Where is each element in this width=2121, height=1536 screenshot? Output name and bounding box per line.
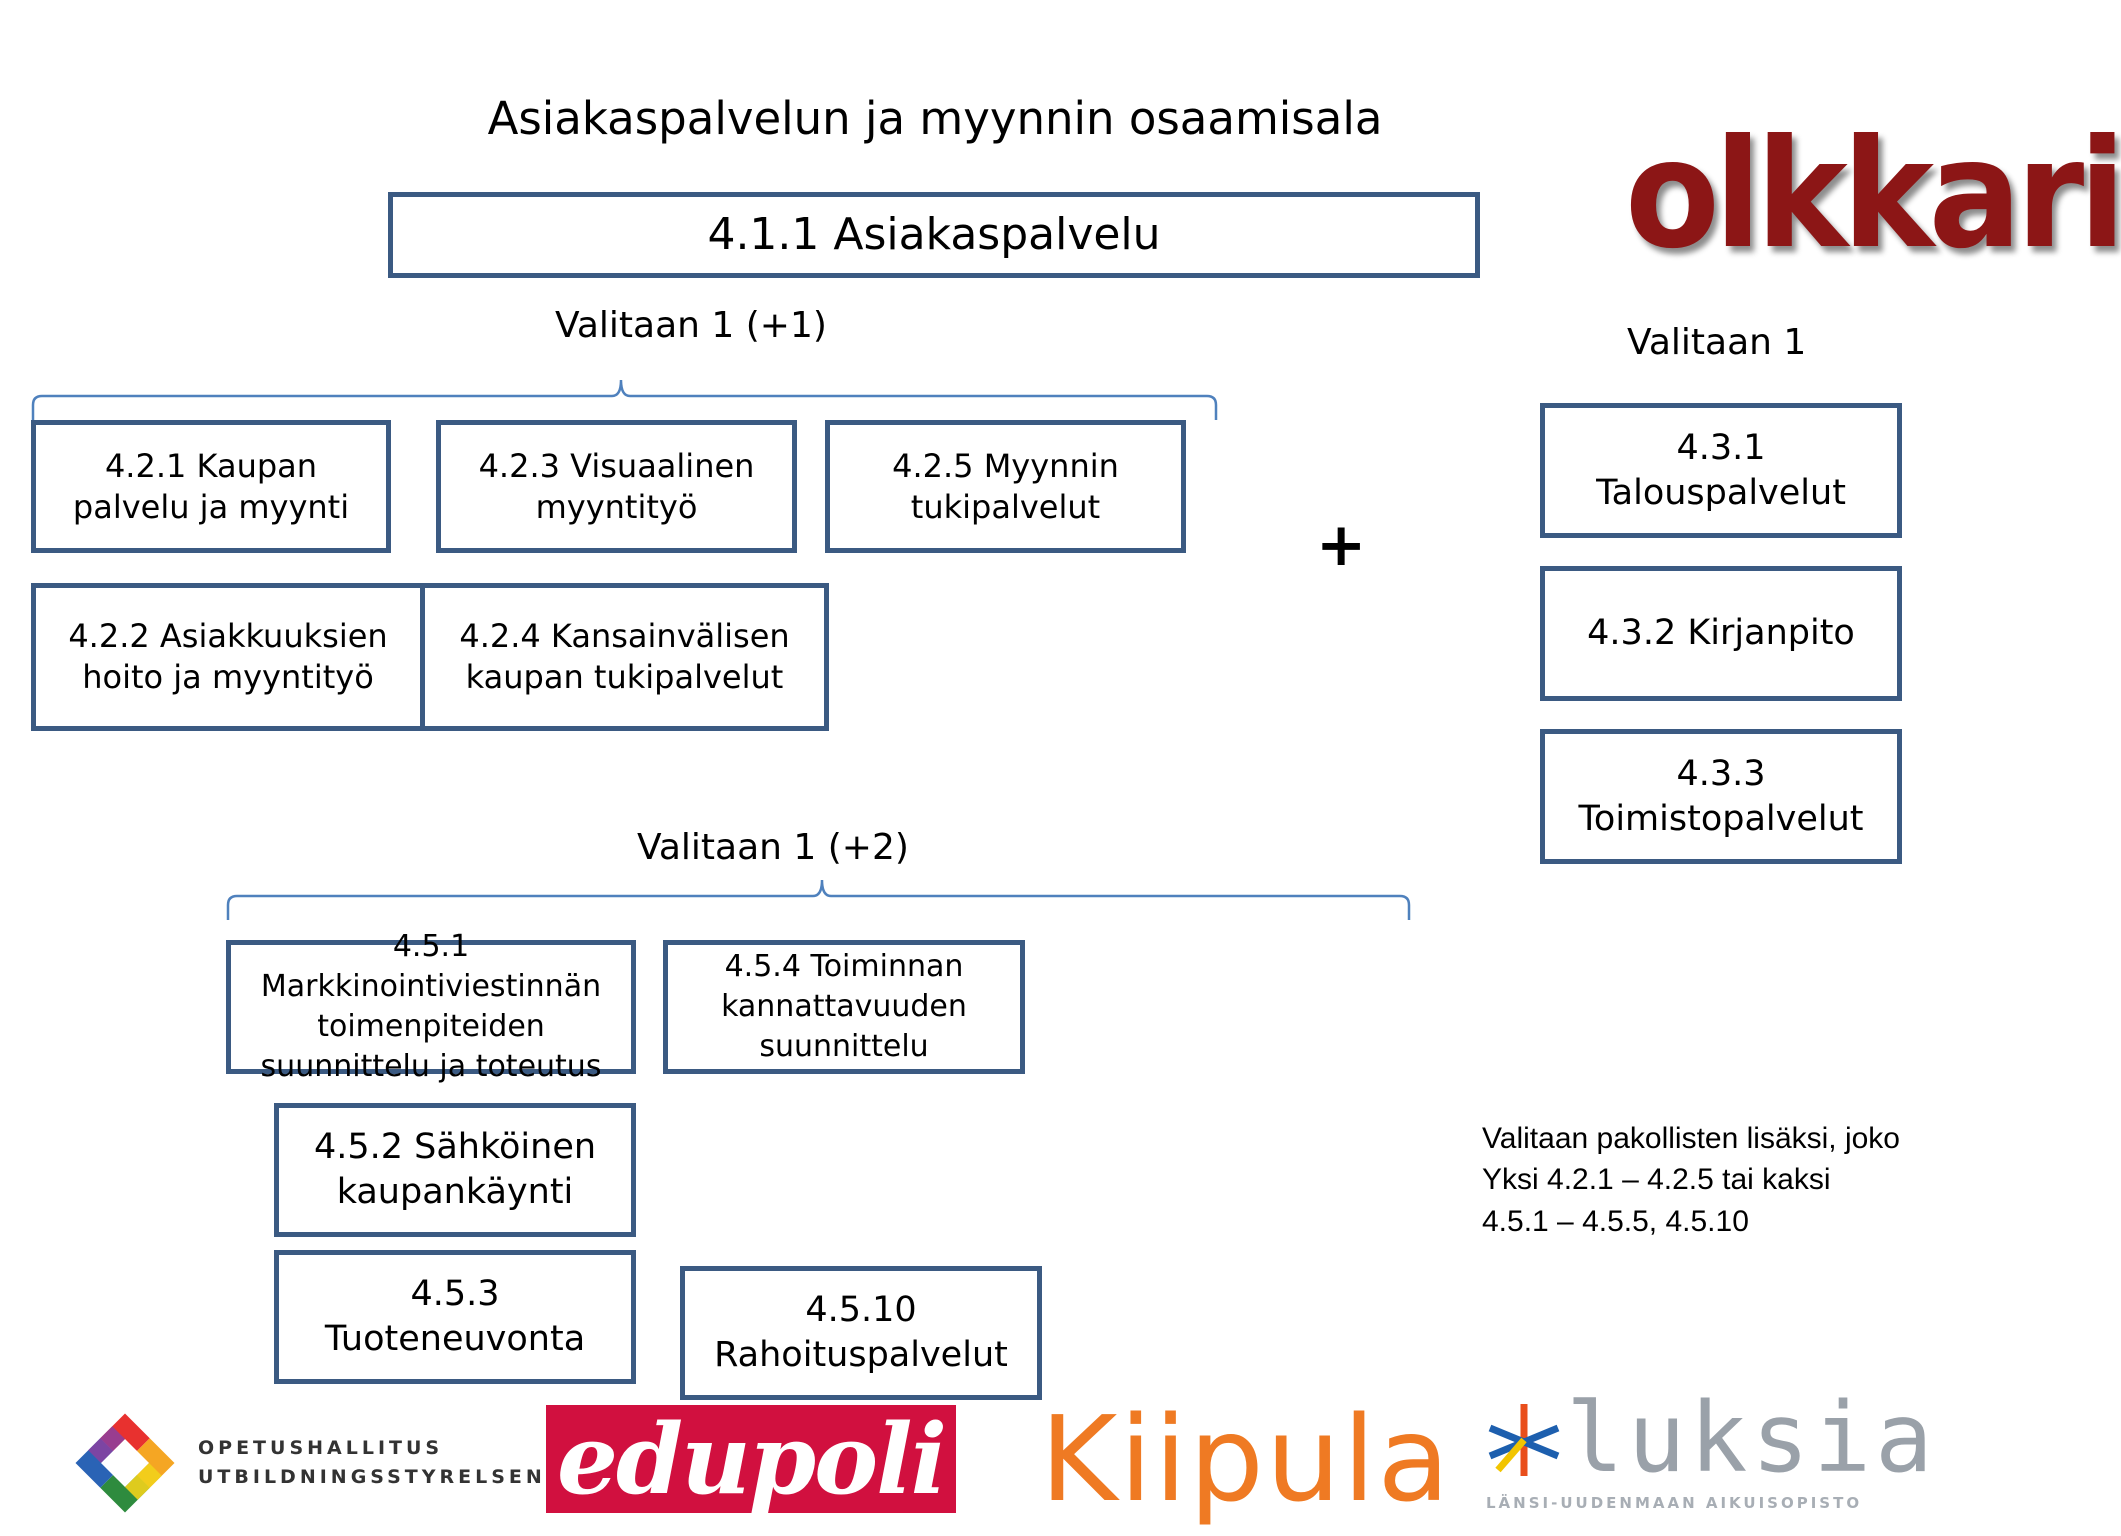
opetushallitus-line-2: UTBILDNINGSSTYRELSEN [198, 1466, 546, 1489]
box-4-5-3 [274, 1250, 636, 1384]
luksia-subtitle: LÄNSI-UUDENMAAN AIKUISOPISTO [1486, 1494, 1863, 1512]
box-label: 4.5.10 Rahoituspalvelut [714, 1290, 1008, 1375]
box-4-5-1 [226, 929, 636, 1084]
box-4-5-10 [680, 1266, 1042, 1400]
box-4-3-2 [1540, 566, 1902, 701]
opetushallitus-line-1: OPETUSHALLITUS [198, 1437, 444, 1459]
plus-sign: + [1316, 510, 1367, 580]
edupoli-logo [546, 1402, 956, 1516]
box-label: 4.2.4 Kansainvälisen kaupan tukipalvelut [459, 617, 790, 696]
box-4-2-5 [825, 420, 1186, 553]
kiipula-logo: Kiipula [1040, 1390, 1452, 1528]
box-label: 4.5.2 Sähköinen kaupankäynti [313, 1127, 597, 1212]
box-label: 4.2.1 Kaupan palvelu ja myynti [72, 446, 350, 526]
box-label: 4.5.3 Tuoteneuvonta [324, 1274, 586, 1359]
box-4-3-1 [1540, 403, 1902, 538]
box-label: 4.3.2 Kirjanpito [1587, 613, 1855, 654]
box-label: 4.1.1 Asiakaspalvelu [707, 208, 1161, 260]
luksia-logo: luksia [1566, 1382, 1937, 1494]
box-label: 4.2.5 Myynnin tukipalvelut [892, 446, 1119, 526]
box-4-2-3 [436, 420, 797, 553]
opetushallitus-text [198, 1434, 546, 1493]
group-42-label: Valitaan 1 (+1) [555, 305, 827, 346]
box-4-5-2 [274, 1103, 636, 1237]
note-line-1: Valitaan pakollisten lisäksi, joko [1482, 1122, 1900, 1155]
edupoli-logo-text: edupoli [556, 1402, 946, 1516]
luksia-star-icon [1484, 1400, 1564, 1480]
bracket-group-45 [228, 880, 1409, 920]
opetushallitus-emblem-icon [72, 1410, 178, 1516]
box-label: 4.5.1 Markkinointiviestinnän toimenpiteiden suunnittelu ja toteutus [260, 929, 602, 1084]
box-4-5-4 [663, 940, 1025, 1074]
box-label: 4.3.3 Toimistopalvelut [1578, 753, 1864, 839]
box-4-2-1 [31, 420, 391, 553]
selection-note [1482, 1118, 1900, 1242]
note-line-2: Yksi 4.2.1 – 4.2.5 tai kaksi [1482, 1163, 1831, 1197]
bracket-group-42 [33, 380, 1216, 420]
group-43-label: Valitaan 1 [1627, 322, 1807, 363]
box-label: 4.5.4 Toiminnan kannattavuuden suunnittelu [721, 949, 967, 1064]
box-label: 4.3.1 Talouspalvelut [1596, 427, 1846, 513]
group-45-label: Valitaan 1 (+2) [637, 827, 909, 868]
box-4-2-4 [420, 583, 829, 731]
note-line-3: 4.5.1 – 4.5.5, 4.5.10 [1482, 1204, 1749, 1238]
box-label: 4.2.3 Visuaalinen myyntityö [478, 446, 755, 526]
page-title: Asiakaspalvelun ja myynnin osaamisala [487, 92, 1383, 145]
olkkari-logo: olkkari [1625, 108, 2121, 282]
box-4-3-3 [1540, 729, 1902, 864]
box-4-2-2 [31, 583, 425, 731]
box-label: 4.2.2 Asiakkuuksien hoito ja myyntityö [68, 617, 388, 696]
